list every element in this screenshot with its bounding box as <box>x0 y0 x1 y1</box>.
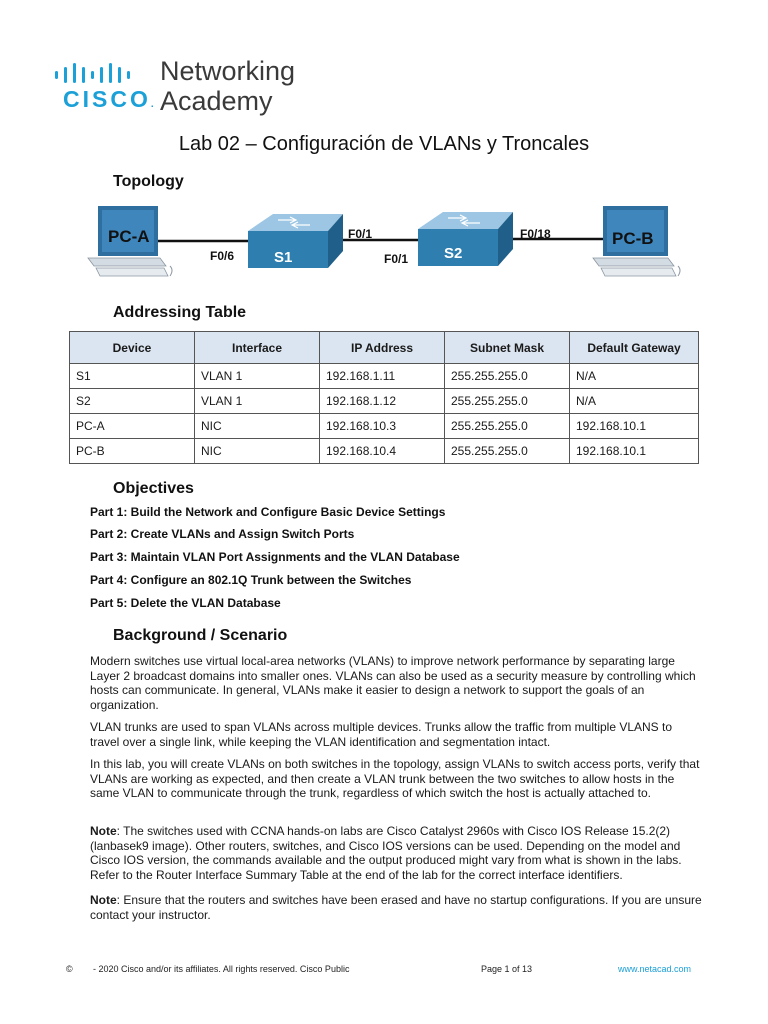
cisco-networking-academy-logo <box>53 58 313 116</box>
background-paragraph-1: Modern switches use virtual local-area networks (VLANs) to improve network performance by separating large Layer 2 broadcast domains into smaller ones. VLANs can also be used as a security measure by controlling which hosts can communicate. In general, VLANs make it easier to design a network to support the goals of an organization. <box>90 654 696 712</box>
topology-heading: Topology <box>113 173 184 190</box>
table-header-row <box>70 332 699 364</box>
table-cell: PC-B <box>70 439 195 464</box>
table-row <box>70 389 699 414</box>
table-cell: S1 <box>70 364 195 389</box>
table-cell: 192.168.10.4 <box>320 439 445 464</box>
background-scenario-heading: Background / Scenario <box>113 627 288 644</box>
table-row <box>70 364 699 389</box>
cisco-wordmark: CISCO. <box>63 86 154 112</box>
cisco-bars-icon <box>53 62 149 84</box>
logo-networking: Networking <box>160 56 296 86</box>
table-cell: NIC <box>195 439 320 464</box>
port-label-s1-f0-6: F0/6 <box>210 249 235 263</box>
table-cell: 255.255.255.0 <box>445 439 570 464</box>
pc-b-label: PC-B <box>612 229 654 248</box>
background-paragraph-3: In this lab, you will create VLANs on both switches in the topology, assign VLANs to switch access ports, verify that VLANs are working as expected, and then create a VLAN trunk between the two switches to allow hosts in the same VLAN to communicate through the trunk, regardless of which switch the host is actually attached to. <box>90 757 700 800</box>
footer-website-link[interactable]: www.netacad.com <box>618 964 692 974</box>
table-cell: 255.255.255.0 <box>445 389 570 414</box>
column-header-ip-address: IP Address <box>320 332 445 364</box>
column-header-device: Device <box>70 332 195 364</box>
copyright-icon: © <box>66 964 73 974</box>
switch-s2-icon <box>418 212 513 266</box>
switch-s1-icon <box>248 214 343 268</box>
table-cell: S2 <box>70 389 195 414</box>
table-cell: NIC <box>195 414 320 439</box>
switch-s1-label: S1 <box>274 249 293 266</box>
table-cell: 255.255.255.0 <box>445 414 570 439</box>
table-cell: N/A <box>570 389 699 414</box>
table-cell: VLAN 1 <box>195 389 320 414</box>
logo-academy: Academy <box>160 86 273 116</box>
objective-item: Part 3: Maintain VLAN Port Assignments and the VLAN Database <box>90 550 460 564</box>
footer-copyright: - 2020 Cisco and/or its affiliates. All rights reserved. Cisco Public <box>93 964 350 974</box>
addressing-table-heading: Addressing Table <box>113 304 247 321</box>
table-cell: 255.255.255.0 <box>445 364 570 389</box>
topology-diagram <box>78 196 698 286</box>
column-header-interface: Interface <box>195 332 320 364</box>
table-cell: 192.168.10.3 <box>320 414 445 439</box>
table-cell: 192.168.10.1 <box>570 439 699 464</box>
column-header-default-gateway: Default Gateway <box>570 332 699 364</box>
table-cell: 192.168.1.11 <box>320 364 445 389</box>
table-cell: PC-A <box>70 414 195 439</box>
objective-item: Part 2: Create VLANs and Assign Switch Ports <box>90 527 355 541</box>
objective-item: Part 4: Configure an 802.1Q Trunk between the Switches <box>90 573 412 587</box>
table-cell: 192.168.10.1 <box>570 414 699 439</box>
note-text: : Ensure that the routers and switches have been erased and have no startup configurations. If you are unsure contact your instructor. <box>90 893 702 922</box>
objectives-heading: Objectives <box>113 480 194 497</box>
port-label-s1-f0-1: F0/1 <box>348 227 373 241</box>
table-cell: N/A <box>570 364 699 389</box>
background-paragraph-2: VLAN trunks are used to span VLANs across multiple devices. Trunks allow the traffic from multiple VLANS to travel over a single link, while keeping the VLAN identification and segmentation intact. <box>90 720 673 749</box>
note-text: : The switches used with CCNA hands-on labs are Cisco Catalyst 2960s with Cisco IOS Release 15.2(2) (lanbasek9 image). Other routers, switches, and Cisco IOS versions can be used. Depending on the model and Cisco IOS version, the commands available and the output produced might vary from what is shown in the labs. Refer to the Router Interface Summary Table at the end of the lab for the correct interface identifiers. <box>90 824 682 882</box>
port-label-s2-f0-18: F0/18 <box>520 227 551 241</box>
table-cell: VLAN 1 <box>195 364 320 389</box>
addressing-table <box>69 331 699 464</box>
table-row <box>70 414 699 439</box>
pc-a-label: PC-A <box>108 227 150 246</box>
column-header-subnet-mask: Subnet Mask <box>445 332 570 364</box>
note-paragraph-2 <box>90 893 702 922</box>
note-label: Note <box>90 824 117 838</box>
note-paragraph-1 <box>90 824 702 882</box>
port-label-s2-f0-1: F0/1 <box>384 252 409 266</box>
table-row <box>70 439 699 464</box>
footer-page-number: Page 1 of 13 <box>481 964 533 974</box>
table-cell: 192.168.1.12 <box>320 389 445 414</box>
switch-s2-label: S2 <box>444 245 463 262</box>
note-label: Note <box>90 893 117 907</box>
objective-item: Part 5: Delete the VLAN Database <box>90 596 281 610</box>
objective-item: Part 1: Build the Network and Configure Basic Device Settings <box>90 505 446 519</box>
page-title: Lab 02 – Configuración de VLANs y Troncales <box>178 133 590 155</box>
